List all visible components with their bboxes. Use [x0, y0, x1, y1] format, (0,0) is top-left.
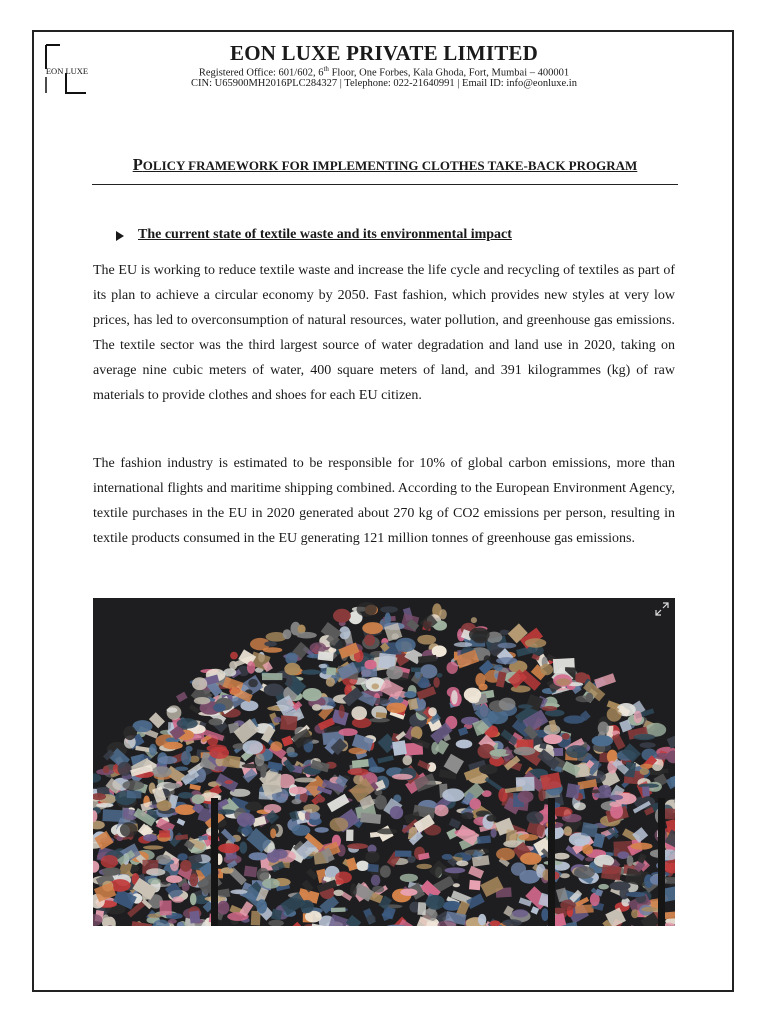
document-title: POLICY FRAMEWORK FOR IMPLEMENTING CLOTHES TAKE-BACK PROGRAM	[132, 155, 638, 174]
contact-line: CIN: U65900MH2016PLC284327 | Telephone: 022-21640991 | Email ID: info@eonluxe.in	[191, 78, 577, 89]
clothing-waste-photo	[93, 598, 675, 926]
paragraph-2: The fashion industry is estimated to be responsible for 10% of global carbon emissions, more than international flights and maritime shipping combined. According to the European Environment Agency, textile purchases in the EU in 2020 generated about 270 kg of CO2 emissions per person, resulting in textile products consumed in the EU generating 121 million tonnes of greenhouse gas emissions.	[93, 456, 675, 547]
company-name: EON LUXE PRIVATE LIMITED	[230, 41, 538, 65]
registered-office-address: Registered Office: 601/602, 6th Floor, One Forbes, Kala Ghoda, Fort, Mumbai – 400001	[198, 65, 570, 79]
arrow-bullet-icon	[116, 231, 124, 241]
expand-icon[interactable]	[655, 602, 669, 616]
title-divider	[92, 184, 678, 185]
paragraph-1: The EU is working to reduce textile waste and increase the life cycle and recycling of textiles as part of its plan to achieve a circular economy by 2050. Fast fashion, which provides new styles at very low prices, has led to overconsumption of natural resources, water pollution, and greenhouse gas emissions. The textile sector was the third largest source of water degradation and land use in 2020, taking on average nine cubic meters of water, 400 square meters of land, and 391 kilogrammes (kg) of raw materials to provide clothes and shoes for each EU citizen.	[93, 263, 675, 404]
section-heading: The current state of textile waste and its environmental impact	[116, 227, 512, 243]
logo-text: EON LUXE	[45, 66, 89, 76]
clothes-pile-illustration	[93, 598, 675, 926]
